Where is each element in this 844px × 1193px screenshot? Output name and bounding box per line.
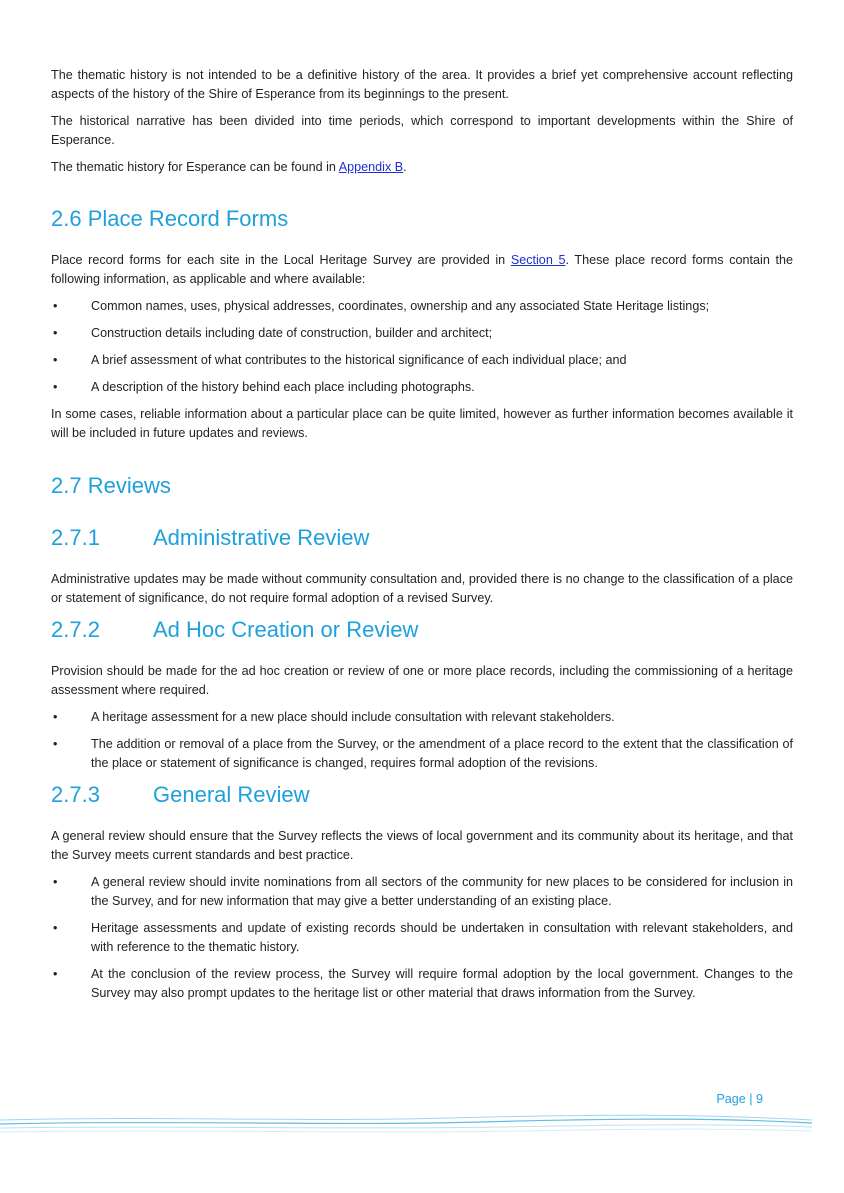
s273-bullet-list <box>51 873 793 1003</box>
bullet-icon: • <box>53 921 58 935</box>
list-item: • Common names, uses, physical addresses, coordinates, ownership and any associated State Heritage listings; <box>51 297 793 316</box>
section-2-7-2-heading: 2.7.2 Ad Hoc Creation or Review <box>51 617 419 642</box>
bullet-icon: • <box>53 737 58 751</box>
intro-paragraph-2: The historical narrative has been divided into time periods, which correspond to important developments within the Shire of Esperance. <box>51 114 793 147</box>
s273-paragraph-1: A general review should ensure that the Survey reflects the views of local government and its community about its heritage, and that the Survey meets current standards and best practice. <box>51 829 793 862</box>
list-item: • Heritage assessments and update of existing records should be undertaken in consultation with relevant stakeholders, and with reference to the thematic history. <box>53 921 793 954</box>
section-2-7-1-heading: 2.7.1 Administrative Review <box>51 525 370 550</box>
section-2-7-3-heading: 2.7.3 General Review <box>51 782 310 807</box>
list-item: • A heritage assessment for a new place should include consultation with relevant stakeholders. <box>51 708 793 727</box>
bullet-icon: • <box>53 710 58 724</box>
appendix-b-link[interactable]: Appendix B <box>338 160 404 174</box>
section-5-link[interactable]: Section 5 <box>510 253 566 267</box>
list-item: • A general review should invite nominations from all sectors of the community for new places to be considered for inclusion in the Survey, and for new information that may give a better understanding of an existing place. <box>53 875 793 908</box>
s271-paragraph-1: Administrative updates may be made without community consultation and, provided there is no change to the classification of a place or statement of significance, do not require formal adoption of a revised Survey. <box>51 572 793 605</box>
intro-paragraph-3: The thematic history for Esperance can be found in Appendix B. <box>51 160 407 174</box>
intro-paragraph-1: The thematic history is not intended to be a definitive history of the area. It provides a brief yet comprehensive account reflecting aspects of the history of the Shire of Esperance from its beginnings to the present. <box>51 68 793 101</box>
s26-paragraph-2: In some cases, reliable information about a particular place can be quite limited, however as further information becomes available it will be included in future updates and reviews. <box>51 407 793 440</box>
bullet-icon: • <box>53 380 58 394</box>
page-content <box>51 66 793 1003</box>
bullet-icon: • <box>53 875 58 889</box>
section-2-6-heading: 2.6 Place Record Forms <box>51 206 289 231</box>
list-item: • Construction details including date of construction, builder and architect; <box>51 324 793 343</box>
s272-bullet-list <box>51 708 793 773</box>
bullet-icon: • <box>53 353 58 367</box>
bullet-icon: • <box>53 967 58 981</box>
list-item: • At the conclusion of the review process, the Survey will require formal adoption by the local government. Changes to the Survey may also prompt updates to the heritage list or other material that draws information from the Survey. <box>53 967 793 1000</box>
list-item: • The addition or removal of a place from the Survey, or the amendment of a place record to the extent that the classification of the place or statement of significance is changed, requires formal adoption of the revisions. <box>53 737 793 770</box>
page-number: Page | 9 <box>716 1092 763 1106</box>
list-item: • A description of the history behind each place including photographs. <box>51 378 793 397</box>
footer-wave-decoration <box>0 1108 844 1148</box>
bullet-icon: • <box>53 326 58 340</box>
bullet-icon: • <box>53 299 58 313</box>
section-2-7-heading: 2.7 Reviews <box>51 473 171 498</box>
list-item: • A brief assessment of what contributes to the historical significance of each individual place; and <box>51 351 793 370</box>
s26-paragraph-1: Place record forms for each site in the Local Heritage Survey are provided in Section 5. These place record forms contain the following information, as applicable and where available: <box>51 253 793 286</box>
s26-bullet-list <box>51 297 793 397</box>
s272-paragraph-1: Provision should be made for the ad hoc creation or review of one or more place records, including the commissioning of a heritage assessment where required. <box>51 664 793 697</box>
